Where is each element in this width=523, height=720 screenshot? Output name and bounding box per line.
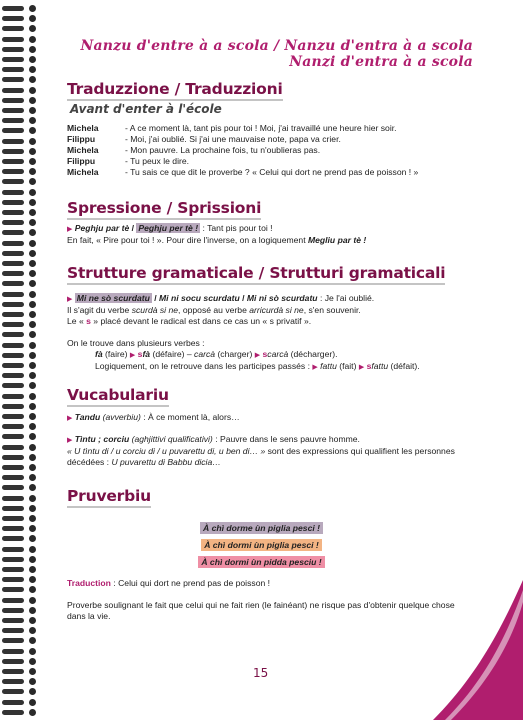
spiral-ring bbox=[2, 504, 40, 513]
text-segment: (charger) bbox=[215, 349, 255, 359]
translation-label: Traduction bbox=[67, 578, 111, 588]
grammar-gloss: : Je l'ai oublié. bbox=[317, 293, 375, 303]
expression-explanation bbox=[67, 235, 497, 246]
expression-block bbox=[67, 223, 497, 246]
speaker: Filippu bbox=[67, 134, 96, 144]
grammar-line: On le trouve dans plusieurs verbes : bbox=[67, 338, 205, 348]
spiral-ring bbox=[2, 473, 40, 482]
proverb-text: À chì dormi ùn pidda pesciu ! bbox=[198, 556, 324, 568]
line-text: - Mon pauvre. La prochaine fois, tu n'oublieras pas. bbox=[125, 145, 321, 155]
corner-decoration bbox=[433, 580, 523, 720]
spiral-ring bbox=[2, 402, 40, 411]
spiral-ring bbox=[2, 239, 40, 248]
text-segment: fattu bbox=[371, 361, 389, 371]
spiral-ring bbox=[2, 137, 40, 146]
proverb-variant bbox=[0, 523, 523, 533]
expression-gloss: : Tant pis pour toi ! bbox=[200, 223, 273, 233]
spiral-ring bbox=[2, 483, 40, 492]
text: décédées : bbox=[67, 457, 112, 467]
spiral-ring bbox=[2, 708, 40, 717]
grammar-line bbox=[67, 316, 497, 327]
speaker: Michela bbox=[67, 167, 99, 177]
verb: arricurdà si ne bbox=[249, 305, 304, 315]
spiral-ring bbox=[2, 116, 40, 125]
text-segment: (faire) bbox=[102, 349, 130, 359]
vocab-pos: (avverbiu) bbox=[100, 412, 141, 422]
text-segment: carcà bbox=[267, 349, 289, 359]
section-title-traduzzione: Traduzzione / Traduzzioni bbox=[67, 80, 283, 101]
spiral-ring bbox=[2, 351, 40, 360]
spiral-ring bbox=[2, 432, 40, 441]
vocab-word: Tìntu ; corciu bbox=[74, 434, 130, 444]
page-number: 15 bbox=[253, 666, 269, 680]
text-segment: carcà bbox=[194, 349, 216, 359]
spiral-ring bbox=[2, 167, 40, 176]
spiral-ring bbox=[2, 361, 40, 370]
expression-term-highlight: Peghju per tè ! bbox=[138, 223, 199, 233]
spiral-ring bbox=[2, 636, 40, 645]
spiral-ring bbox=[2, 698, 40, 707]
spiral-ring bbox=[2, 147, 40, 156]
text-segment: (décharger). bbox=[288, 349, 338, 359]
text-segment: (défaire) – bbox=[150, 349, 195, 359]
spiral-ring bbox=[2, 575, 40, 584]
spiral-ring bbox=[2, 259, 40, 268]
spiral-ring bbox=[2, 24, 40, 33]
spiral-ring bbox=[2, 269, 40, 278]
arrow-right-icon: ▶ bbox=[67, 437, 73, 444]
spiral-ring bbox=[2, 290, 40, 299]
line-text: - Tu sais ce que dit le proverbe ? « Celui qui dort ne prend pas de poisson ! » bbox=[125, 167, 419, 177]
header-line-1: Nanzu d'entre à a scola / Nanzu d'entra à a scola bbox=[80, 38, 473, 54]
spiral-ring bbox=[2, 96, 40, 105]
expression-term: Peghju par tè bbox=[74, 223, 130, 233]
spiral-ring bbox=[2, 55, 40, 64]
spiral-ring bbox=[2, 606, 40, 615]
section-title-spressione: Spressione / Sprissioni bbox=[67, 199, 261, 220]
spiral-ring bbox=[2, 596, 40, 605]
grammar-block bbox=[67, 293, 497, 373]
arrow-right-icon: ▶ bbox=[67, 296, 73, 303]
spiral-ring bbox=[2, 106, 40, 115]
arrow-right-icon: ▶ bbox=[67, 415, 73, 422]
dialogue-line bbox=[67, 134, 487, 145]
spiral-ring bbox=[2, 463, 40, 472]
spiral-ring bbox=[2, 75, 40, 84]
dialogue-line bbox=[67, 167, 487, 178]
verb-examples bbox=[67, 349, 497, 361]
dialogue-line bbox=[67, 145, 487, 156]
text: sont des expressions qui qualifient les personnes bbox=[265, 446, 455, 456]
spiral-ring bbox=[2, 626, 40, 635]
dialogue bbox=[67, 123, 487, 178]
spiral-ring bbox=[2, 157, 40, 166]
proverb-explanation: Proverbe soulignant le fait que celui qui ne fait rien (le fainéant) ne risque pas d'obtenir quelque chose dans la vie. bbox=[67, 600, 455, 621]
spiral-ring bbox=[2, 392, 40, 401]
section-subtitle: Avant d'enter à l'école bbox=[70, 102, 222, 116]
text-segment: fattu bbox=[317, 361, 337, 371]
text-segment: fà bbox=[142, 349, 151, 359]
spiral-ring bbox=[2, 647, 40, 656]
spiral-ring bbox=[2, 657, 40, 666]
spiral-ring bbox=[2, 249, 40, 258]
spiral-ring bbox=[2, 494, 40, 503]
spiral-ring bbox=[2, 35, 40, 44]
arrow-right-icon: ▶ bbox=[67, 226, 73, 233]
text-segment: Logiquement, on le retrouve dans les participes passés : bbox=[95, 361, 313, 371]
section-title-pruverbiu: Pruverbiu bbox=[67, 487, 151, 508]
grammar-term: Mi ne sò scurdatu bbox=[76, 293, 150, 303]
vocab-entry bbox=[67, 434, 497, 468]
spiral-ring bbox=[2, 341, 40, 350]
spiral-ring bbox=[2, 65, 40, 74]
text-segment: fà bbox=[95, 349, 103, 359]
spiral-ring bbox=[2, 310, 40, 319]
section-title-strutture: Strutture gramaticale / Strutturi gramaticali bbox=[67, 264, 445, 285]
text-segment: (défait). bbox=[388, 361, 420, 371]
section-title-vucabulariu: Vucabulariu bbox=[67, 386, 169, 407]
line-text: - Moi, j'ai oublié. Si j'ai une mauvaise note, papa va crier. bbox=[125, 134, 341, 144]
speaker: Filippu bbox=[67, 156, 96, 166]
expression-line bbox=[67, 223, 497, 235]
spiral-ring bbox=[2, 381, 40, 390]
spiral-binding bbox=[2, 4, 42, 716]
dialogue-line bbox=[67, 156, 487, 167]
grammar-line bbox=[67, 305, 497, 316]
grammar-term: Mi ni socu scurdatu bbox=[159, 293, 240, 303]
spiral-ring bbox=[2, 443, 40, 452]
speaker: Michela bbox=[67, 123, 99, 133]
line-text: - A ce moment là, tant pis pour toi ! Moi, j'ai travaillé une heure hier soir. bbox=[125, 123, 397, 133]
spiral-ring bbox=[2, 218, 40, 227]
proverb-text: À chì dorme ùn piglia pesci ! bbox=[200, 522, 323, 534]
arrow-right-icon: ▶ bbox=[129, 352, 136, 359]
privative-s: s bbox=[86, 316, 91, 326]
text: Il s'agit du verbe bbox=[67, 305, 132, 315]
translation-text: : Celui qui dort ne prend pas de poisson ! bbox=[110, 578, 271, 588]
spiral-ring bbox=[2, 422, 40, 431]
spiral-ring bbox=[2, 687, 40, 696]
spiral-ring bbox=[2, 453, 40, 462]
spiral-ring bbox=[2, 616, 40, 625]
proverb-variant bbox=[0, 557, 523, 567]
spiral-ring bbox=[2, 177, 40, 186]
expression-opposite: Megliu par tè ! bbox=[307, 235, 367, 245]
arrow-right-icon: ▶ bbox=[254, 352, 261, 359]
spiral-ring bbox=[2, 300, 40, 309]
spiral-ring bbox=[2, 208, 40, 217]
spiral-ring bbox=[2, 228, 40, 237]
vocab-example: U puvarettu di Babbu dicia… bbox=[111, 457, 221, 467]
spiral-ring bbox=[2, 320, 40, 329]
spiral-ring bbox=[2, 412, 40, 421]
spiral-ring bbox=[2, 677, 40, 686]
spiral-ring bbox=[2, 198, 40, 207]
grammar-term: Mi ni sò scurdatu bbox=[246, 293, 318, 303]
vocab-word: Tandu bbox=[74, 412, 101, 422]
text-segment: s bbox=[260, 349, 268, 359]
vocab-gloss: : À ce moment là, alors… bbox=[140, 412, 240, 422]
text-segment: s bbox=[364, 361, 372, 371]
proverb-variant bbox=[0, 540, 523, 550]
spiral-ring bbox=[2, 4, 40, 13]
spiral-ring bbox=[2, 667, 40, 676]
spiral-ring bbox=[2, 188, 40, 197]
text-segment: (fait) bbox=[336, 361, 359, 371]
vocab-pos: (aghjittivi qualificativi) bbox=[129, 434, 213, 444]
spiral-ring bbox=[2, 45, 40, 54]
spiral-ring bbox=[2, 86, 40, 95]
text: , opposé au verbe bbox=[178, 305, 250, 315]
arrow-right-icon: ▶ bbox=[312, 364, 318, 371]
vocab-entry bbox=[67, 412, 497, 424]
spiral-ring bbox=[2, 514, 40, 523]
header-line-2: Nanzi d'entra à a scola bbox=[289, 54, 473, 70]
vocab-gloss: : Pauvre dans le sens pauvre homme. bbox=[212, 434, 360, 444]
verb: scurdà si ne bbox=[131, 305, 179, 315]
dialogue-line bbox=[67, 123, 487, 134]
spiral-ring bbox=[2, 279, 40, 288]
spiral-ring bbox=[2, 330, 40, 339]
speaker: Michela bbox=[67, 145, 99, 155]
grammar-line: ▶ Mi ne sò scurdatu / Mi ni socu scurdatu / Mi ni sò scurdatu : Je l'ai oublié. bbox=[67, 293, 375, 303]
text: , s'en souvenir. bbox=[303, 305, 361, 315]
separator: / bbox=[129, 223, 137, 233]
arrow-right-icon: ▶ bbox=[358, 364, 365, 371]
proverb-text: À chì dormi ùn piglia pesci ! bbox=[201, 539, 322, 551]
vocab-example: « U tìntu di / u corciu di / u puvarettu di, u ben di… » bbox=[67, 446, 266, 456]
spiral-ring bbox=[2, 585, 40, 594]
page-header bbox=[80, 38, 473, 70]
explanation-text: En fait, « Pire pour toi ! ». Pour dire l'inverse, on a logiquement bbox=[67, 235, 308, 245]
spiral-ring bbox=[2, 371, 40, 380]
text: » placé devant le radical est dans ce cas un « s privatif ». bbox=[90, 316, 312, 326]
text-segment: s bbox=[135, 349, 143, 359]
text: Le « bbox=[67, 316, 87, 326]
spiral-ring bbox=[2, 126, 40, 135]
spiral-ring bbox=[2, 14, 40, 23]
line-text: - Tu peux le dire. bbox=[125, 156, 190, 166]
participle-examples bbox=[67, 361, 497, 373]
